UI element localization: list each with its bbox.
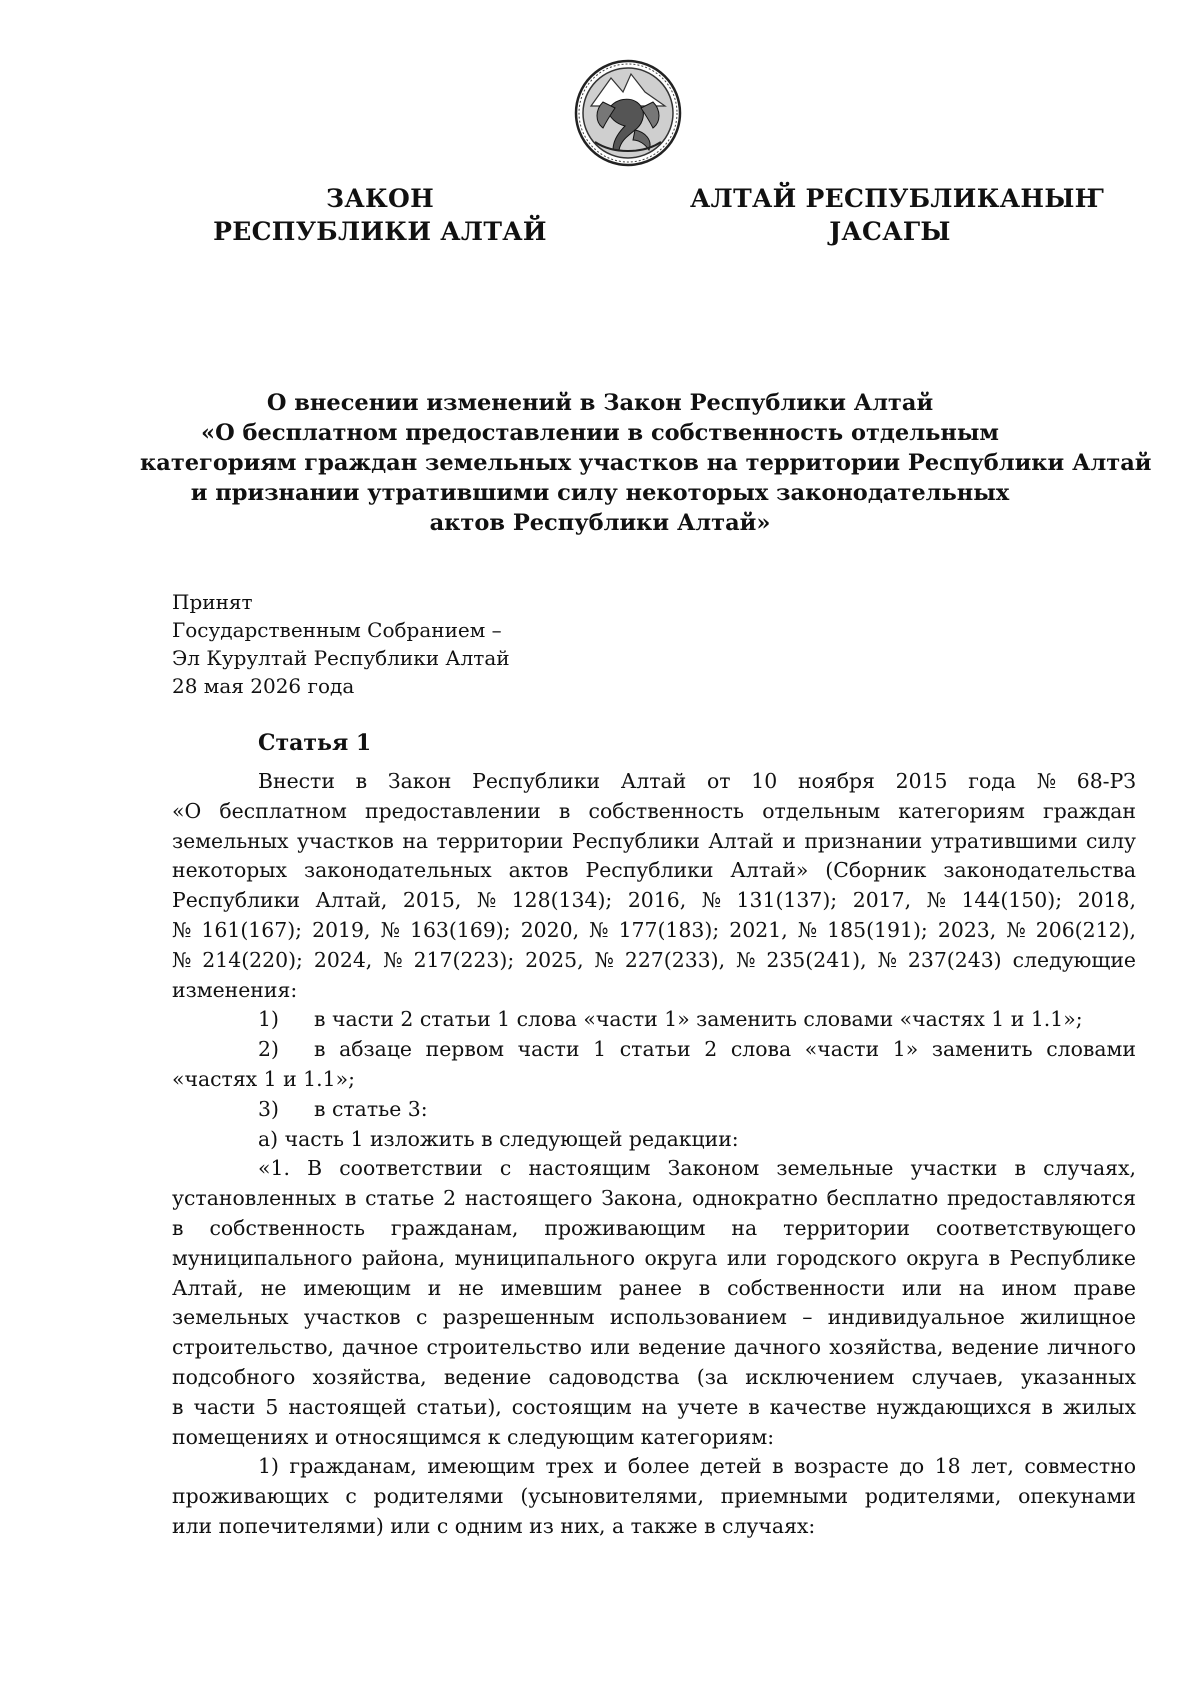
article-body [172,767,1136,1542]
list-item-number: 2) [258,1037,279,1062]
adoption-line: Государственным Собранием – [172,618,502,642]
list-item [172,1035,1136,1065]
quote-line: подсобного хозяйства, ведение садоводства (за исключением случаев, указанных [172,1364,1136,1389]
title-line: актов Республики Алтай» [429,510,771,536]
adoption-date: 28 мая 2026 года [172,674,355,698]
quote-line: земельных участков с разрешенным использованием – индивидуальное жилищное [172,1305,1136,1330]
sub-item-line: или попечителями) или с одним из них, а также в случаях: [172,1513,816,1538]
title-line: категориям граждан земельных участков на территории Республики Алтай [140,450,1152,476]
paragraph-line: Внести в Закон Республики Алтай от 10 ноября 2015 года № 68-РЗ [258,769,1136,793]
list-item-number: 3) [258,1096,279,1121]
header-left-line2: РЕСПУБЛИКИ АЛТАЙ [213,217,547,246]
quote-line: строительство, дачное строительство или ведение дачного хозяйства, ведение личного [172,1335,1136,1360]
law-title [140,388,1152,538]
paragraph-line: земельных участков на территории Республики Алтай и признании утратившими силу [172,828,1136,853]
title-line: О внесении изменений в Закон Республики Алтай [266,390,934,416]
adoption-block [172,588,510,700]
header-right-line2: JАСАГЫ [829,217,951,246]
quote-line: муниципального района, муниципального округа или городского округа в Республике [172,1245,1136,1270]
paragraph-line: изменения: [172,977,298,1002]
paragraph-line: № 161(167); 2019, № 163(169); 2020, № 177(183); 2021, № 185(191); 2023, № 206(212), [172,917,1136,942]
paragraph-line: «О бесплатном предоставлении в собственность отдельным категориям граждан [172,798,1136,823]
list-item [172,1005,1136,1035]
sub-item-line: проживающих с родителями (усыновителями, приемными родителями, опекунами [172,1484,1136,1509]
list-item-number: 1) [258,1007,279,1032]
sub-item-line: 1) гражданам, имеющим трех и более детей в возрасте до 18 лет, совместно [258,1454,1136,1479]
adoption-line: Принят [172,590,253,614]
sub-item-a: а) часть 1 изложить в следующей редакции: [258,1126,739,1151]
list-item-continuation: «частях 1 и 1.1»; [172,1066,355,1091]
list-item-text: в статье 3: [314,1096,428,1121]
list-item [172,1095,1136,1125]
quote-line: помещениях и относящимся к следующим категориям: [172,1424,775,1449]
header-right-altai [690,182,1105,248]
list-item-text: в абзаце первом части 1 статьи 2 слова «части 1» заменить словами [314,1037,1136,1062]
quote-line: Алтай, не имеющим и не имевшим ранее в собственности или на ином праве [172,1275,1136,1300]
list-item-text: в части 2 статьи 1 слова «части 1» заменить словами «частях 1 и 1.1»; [314,1007,1083,1032]
paragraph-line: некоторых законодательных актов Республики Алтай» (Сборник законодательства [172,858,1136,883]
header-right-line1: АЛТАЙ РЕСПУБЛИКАНЫҤ [690,184,1105,213]
quote-line: в части 5 настоящей статьи), состоящим на учете в качестве нуждающихся в жилых [172,1394,1136,1419]
title-line: «О бесплатном предоставлении в собственность отдельным [201,420,999,446]
title-line: и признании утратившими силу некоторых законодательных [190,480,1010,506]
article-heading: Статья 1 [258,730,372,756]
coat-of-arms-icon [573,58,683,168]
quote-line: в собственность гражданам, проживающим на территории соответствующего [172,1215,1136,1240]
quote-line: «1. В соответствии с настоящим Законом земельные участки в случаях, [258,1156,1136,1181]
quote-line: установленных в статье 2 настоящего Закона, однократно бесплатно предоставляются [172,1186,1136,1211]
adoption-line: Эл Курултай Республики Алтай [172,646,510,670]
header-left-line1: ЗАКОН [325,184,435,213]
paragraph-line: № 214(220); 2024, № 217(223); 2025, № 227(233), № 235(241), № 237(243) следующие [172,947,1136,972]
header-left-ru [200,182,560,248]
paragraph-line: Республики Алтай, 2015, № 128(134); 2016, № 131(137); 2017, № 144(150); 2018, [172,888,1136,913]
